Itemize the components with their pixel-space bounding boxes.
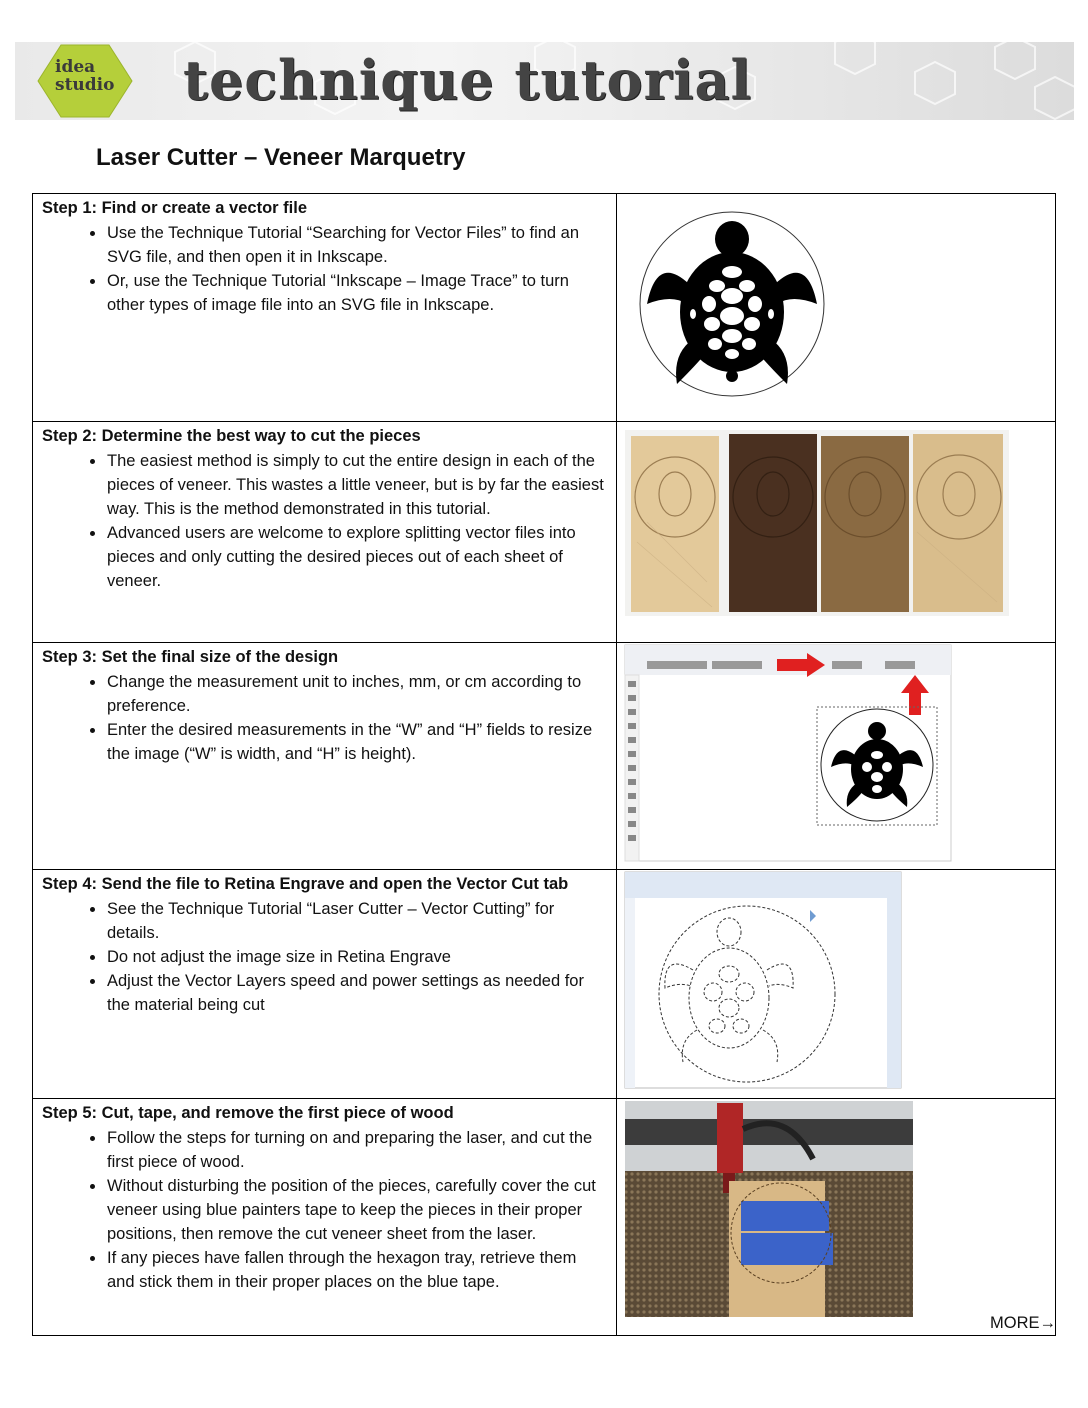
banner-title: technique tutorial — [183, 48, 753, 112]
list-item: • Do not adjust the image size in Retina Engrave — [106, 945, 608, 969]
list-item: • Use the Technique Tutorial “Searching for Vector Files” to find an SVG file, and then open it in Inkscape. — [106, 221, 608, 269]
list-item: • Follow the steps for turning on and preparing the laser, and cut the first piece of wood. — [106, 1126, 608, 1174]
inkscape-screenshot — [617, 643, 1073, 864]
step-row-2 — [33, 422, 1056, 643]
list-item: • Adjust the Vector Layers speed and power settings as needed for the material being cut — [106, 969, 608, 1017]
step-image-cell — [617, 194, 1056, 422]
step-row-3 — [33, 643, 1056, 870]
bullet-list — [42, 221, 608, 317]
bullet-list — [42, 449, 608, 593]
step-text-cell — [33, 1099, 617, 1336]
list-item: • Or, use the Technique Tutorial “Inkscape – Image Trace” to turn other types of image file into an SVG file in Inkscape. — [106, 269, 608, 317]
list-item: • Without disturbing the position of the pieces, carefully cover the cut veneer using blue painters tape to keep the pieces in their proper positions, then remove the cut veneer sheet from the laser. — [106, 1174, 608, 1246]
turtle-design-image — [617, 194, 1073, 416]
step-image-cell — [617, 422, 1056, 643]
step-heading: Step 2: Determine the best way to cut the pieces — [42, 427, 421, 445]
step-image-cell — [617, 870, 1056, 1099]
logo-text — [55, 58, 125, 94]
step-text-cell — [33, 643, 617, 870]
step-row-5 — [33, 1099, 1056, 1336]
list-item: • The easiest method is simply to cut the entire design in each of the pieces of veneer. This wastes a little veneer, but is by far the easiest way. This is the method demonstrated in this tutorial. — [106, 449, 608, 521]
step-image-cell — [617, 1099, 1056, 1336]
list-item: • Advanced users are welcome to explore splitting vector files into pieces and only cutting the desired pieces out of each sheet of veneer. — [106, 521, 608, 593]
step-heading: Step 4: Send the file to Retina Engrave and open the Vector Cut tab — [42, 875, 569, 893]
more-link[interactable]: MORE→ — [990, 1314, 1056, 1332]
step-image-cell — [617, 643, 1056, 870]
header-banner — [15, 42, 1074, 120]
logo-line-2: studio — [55, 75, 115, 95]
steps-table — [32, 193, 1056, 1336]
step-text-cell — [33, 194, 617, 422]
bullet-list — [42, 897, 608, 1017]
step-row-4 — [33, 870, 1056, 1099]
step-text-cell — [33, 870, 617, 1099]
step-heading: Step 3: Set the final size of the design — [42, 648, 339, 666]
list-item: • See the Technique Tutorial “Laser Cutter – Vector Cutting” for details. — [106, 897, 608, 945]
bullet-list — [42, 670, 608, 766]
bullet-list — [42, 1126, 608, 1294]
page-title: Laser Cutter – Veneer Marquetry — [96, 144, 466, 171]
retina-engrave-screenshot — [617, 870, 1073, 1093]
list-item: • Change the measurement unit to inches, mm, or cm according to preference. — [106, 670, 608, 718]
step-heading: Step 1: Find or create a vector file — [42, 199, 307, 217]
step-heading: Step 5: Cut, tape, and remove the first piece of wood — [42, 1104, 454, 1122]
step-row-1 — [33, 194, 1056, 422]
veneer-sheets-photo — [617, 422, 1073, 637]
laser-bed-photo — [617, 1099, 1073, 1330]
logo-line-1: idea — [55, 57, 96, 77]
step-text-cell — [33, 422, 617, 643]
list-item: • Enter the desired measurements in the “W” and “H” fields to resize the image (“W” is width, and “H” is height). — [106, 718, 608, 766]
list-item: • If any pieces have fallen through the hexagon tray, retrieve them and stick them in their proper places on the blue tape. — [106, 1246, 608, 1294]
